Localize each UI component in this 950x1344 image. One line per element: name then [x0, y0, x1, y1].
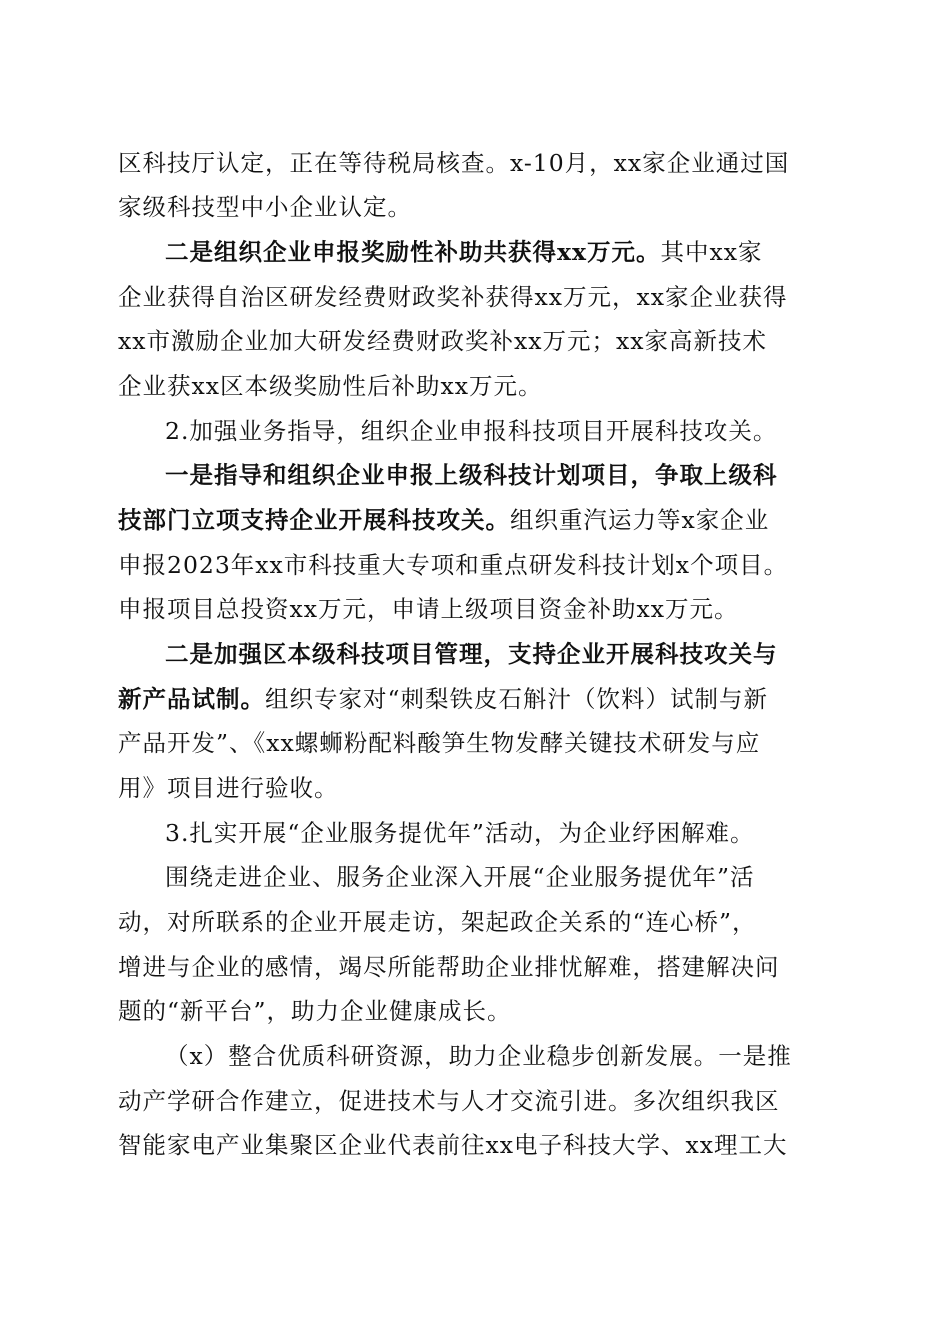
text-line-6 — [118, 366, 838, 406]
text-segment: （x）整合优质科研资源，助力企业稳步创新发展。一是推 — [165, 1042, 792, 1070]
text-segment: 3.扎实开展“企业服务提优年”活动，为企业纾困解难。 — [165, 819, 755, 847]
text-segment: 用》项目进行验收。 — [118, 774, 339, 802]
bold-heading-segment: 二是加强区本级科技项目管理，支持企业开展科技攻关与 — [165, 640, 778, 668]
text-line-13 — [118, 679, 838, 719]
text-line-5 — [118, 321, 838, 361]
text-segment: 围绕走进企业、服务企业深入开展“企业服务提优年”活 — [165, 863, 755, 891]
text-segment: 智能家电产业集聚区企业代表前往xx电子科技大学、xx理工大 — [118, 1131, 788, 1159]
bold-heading-segment: 一是指导和组织企业申报上级科技计划项目，争取上级科 — [165, 461, 778, 489]
text-line-7 — [165, 411, 838, 451]
text-line-23 — [118, 1125, 838, 1165]
text-line-9 — [118, 500, 838, 540]
bold-heading-segment: 二是组织企业申报奖励性补助共获得xx万元。 — [165, 238, 661, 266]
text-segment: xx市激励企业加大研发经费财政奖补xx万元；xx家高新技术 — [118, 327, 768, 355]
text-line-14 — [118, 723, 838, 763]
text-line-8 — [165, 455, 838, 495]
text-line-11 — [118, 589, 838, 629]
text-segment: 产品开发”、《xx螺蛳粉配料酸笋生物发酵关键技术研发与应 — [118, 729, 761, 757]
text-line-19 — [118, 947, 838, 987]
text-segment: 申报项目总投资xx万元，申请上级项目资金补助xx万元。 — [118, 595, 739, 623]
text-segment: 题的“新平台”，助力企业健康成长。 — [118, 997, 512, 1025]
text-segment: 动，对所联系的企业开展走访，架起政企关系的“连心桥”， — [118, 908, 757, 936]
text-line-12 — [165, 634, 838, 674]
text-line-2 — [118, 187, 838, 227]
bold-heading-segment: 新产品试制。 — [118, 685, 265, 713]
text-segment: 家级科技型中小企业认定。 — [118, 193, 412, 221]
bold-heading-segment: 技部门立项支持企业开展科技攻关。 — [118, 506, 510, 534]
text-line-16 — [165, 813, 838, 853]
text-line-15 — [118, 768, 838, 808]
text-segment: 申报2023年xx市科技重大专项和重点研发科技计划x个项目。 — [118, 551, 789, 579]
text-line-10 — [118, 545, 838, 585]
text-segment: 企业获得自治区研发经费财政奖补获得xx万元，xx家企业获得 — [118, 283, 788, 311]
text-segment: 企业获xx区本级奖励性后补助xx万元。 — [118, 372, 543, 400]
text-line-17 — [165, 857, 838, 897]
text-line-22 — [118, 1081, 838, 1121]
text-line-20 — [118, 991, 838, 1031]
text-segment: 组织专家对“刺梨铁皮石斛汁（饮料）试制与新 — [265, 685, 769, 713]
text-line-18 — [118, 902, 838, 942]
text-line-21 — [165, 1036, 838, 1076]
text-segment: 增进与企业的感情，竭尽所能帮助企业排忧解难，搭建解决问 — [118, 953, 780, 981]
text-line-1 — [118, 143, 838, 183]
text-line-3 — [165, 232, 838, 272]
text-segment: 组织重汽运力等x家企业 — [510, 506, 770, 534]
text-segment: 区科技厅认定，正在等待税局核查。x-10月，xx家企业通过国 — [118, 149, 790, 177]
text-segment: 其中xx家 — [660, 238, 763, 266]
text-line-4 — [118, 277, 838, 317]
text-segment: 动产学研合作建立，促进技术与人才交流引进。多次组织我区 — [118, 1087, 780, 1115]
text-segment: 2.加强业务指导，组织企业申报科技项目开展科技攻关。 — [165, 417, 778, 445]
